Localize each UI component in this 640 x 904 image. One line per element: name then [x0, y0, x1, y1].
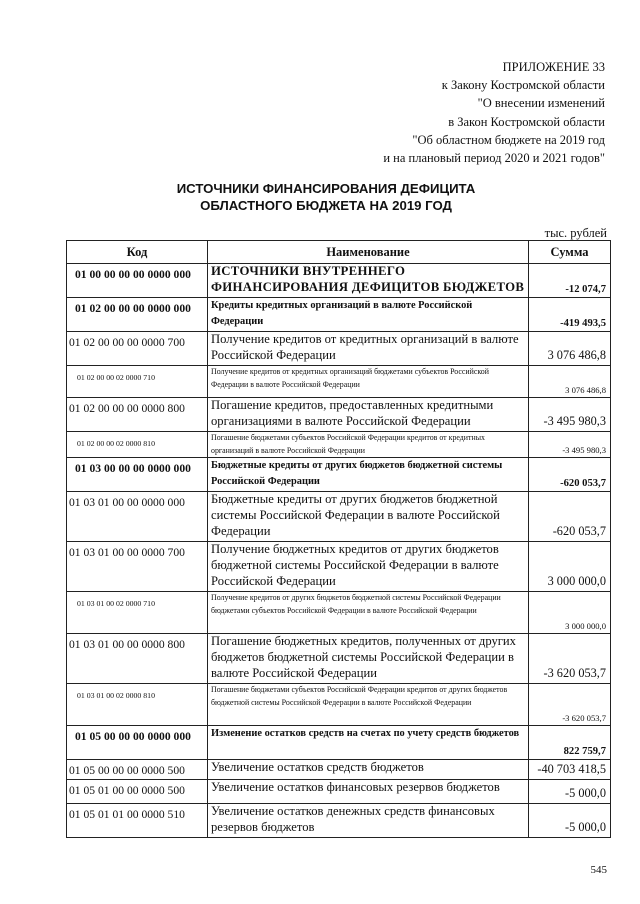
row-sum: -3 495 980,3: [529, 398, 611, 432]
table-header-row: [67, 241, 611, 264]
row-code: 01 05 01 01 00 0000 510: [67, 803, 208, 837]
table-row: [67, 726, 611, 760]
row-sum: -12 074,7: [529, 264, 611, 298]
row-name: Погашение бюджетами субъектов Российской Федерации кредитов от других бюджетов бюджетной системы Российской Федерации в валюте Российской Федерации: [208, 684, 529, 726]
row-sum: -5 000,0: [529, 803, 611, 837]
row-name: Бюджетные кредиты от других бюджетов бюджетной системы Российской Федерации: [208, 458, 529, 492]
row-code: 01 03 01 00 00 0000 700: [67, 542, 208, 592]
financing-sources-table: [66, 240, 611, 838]
row-code: 01 05 00 00 00 0000 500: [67, 760, 208, 780]
row-name: ИСТОЧНИКИ ВНУТРЕННЕГО ФИНАНСИРОВАНИЯ ДЕФИЦИТОВ БЮДЖЕТОВ: [208, 264, 529, 298]
table-row: [67, 432, 611, 458]
appendix-line: "Об областном бюджете на 2019 год: [412, 132, 605, 147]
appendix-line: и на плановый период 2020 и 2021 годов": [383, 151, 605, 166]
row-name: Изменение остатков средств на счетах по учету средств бюджетов: [208, 726, 529, 760]
row-name: Бюджетные кредиты от других бюджетов бюджетной системы Российской Федерации в валюте Российской Федерации: [208, 492, 529, 542]
document-title: [0, 180, 640, 214]
appendix-line: "О внесении изменений: [477, 96, 605, 111]
row-name: Увеличение остатков денежных средств финансовых резервов бюджетов: [208, 803, 529, 837]
row-code: 01 03 01 00 02 0000 710: [67, 592, 208, 634]
table-row: [67, 298, 611, 332]
row-sum: -3 620 053,7: [529, 634, 611, 684]
table-row: [67, 634, 611, 684]
table-row: [67, 264, 611, 298]
appendix-line: в Закон Костромской области: [448, 114, 605, 129]
row-sum: 3 076 486,8: [529, 332, 611, 366]
row-sum: -5 000,0: [529, 779, 611, 803]
table-row: [67, 592, 611, 634]
row-code: 01 02 00 00 00 0000 700: [67, 332, 208, 366]
row-name: Погашение бюджетами субъектов Российской Федерации кредитов от кредитных организаций в валюте Российской Федерации: [208, 432, 529, 458]
row-code: 01 03 01 00 00 0000 800: [67, 634, 208, 684]
appendix-line: ПРИЛОЖЕНИЕ 33: [502, 60, 605, 74]
table-row: [67, 366, 611, 398]
row-code: 01 00 00 00 00 0000 000: [67, 264, 208, 298]
header-name: Наименование: [208, 241, 529, 264]
row-code: 01 05 01 00 00 0000 500: [67, 779, 208, 803]
row-sum: 3 000 000,0: [529, 542, 611, 592]
row-name: Получение кредитов от кредитных организаций бюджетами субъектов Российской Федерации в валюте Российской Федерации: [208, 366, 529, 398]
row-name: Получение бюджетных кредитов от других бюджетов бюджетной системы Российской Федерации в валюте Российской Федерации: [208, 542, 529, 592]
row-code: 01 02 00 00 00 0000 000: [67, 298, 208, 332]
row-name: Увеличение остатков средств бюджетов: [208, 760, 529, 780]
row-code: 01 02 00 00 02 0000 810: [67, 432, 208, 458]
units-label: тыс. рублей: [544, 226, 607, 240]
row-name: Погашение бюджетных кредитов, полученных от других бюджетов бюджетной системы Российской Федерации в валюте Российской Федерации: [208, 634, 529, 684]
table-row: [67, 684, 611, 726]
row-code: 01 03 01 00 00 0000 000: [67, 492, 208, 542]
row-sum: -620 053,7: [529, 458, 611, 492]
table-body: [67, 264, 611, 838]
header-code: Код: [67, 241, 208, 264]
title-line-2: ОБЛАСТНОГО БЮДЖЕТА НА 2019 ГОД: [200, 198, 452, 213]
row-sum: -3 620 053,7: [529, 684, 611, 726]
row-code: 01 03 00 00 00 0000 000: [67, 458, 208, 492]
page-number: 545: [590, 864, 607, 876]
row-sum: -3 495 980,3: [529, 432, 611, 458]
row-code: 01 03 01 00 02 0000 810: [67, 684, 208, 726]
row-name: Погашение кредитов, предоставленных кредитными организациями в валюте Российской Федерации: [208, 398, 529, 432]
row-sum: -419 493,5: [529, 298, 611, 332]
row-sum: 822 759,7: [529, 726, 611, 760]
appendix-block: [265, 58, 605, 167]
row-name: Получение кредитов от других бюджетов бюджетной системы Российской Федерации бюджетами субъектов Российской Федерации в валюте Российской Федерации: [208, 592, 529, 634]
appendix-line: к Закону Костромской области: [441, 78, 605, 93]
row-name: Получение кредитов от кредитных организаций в валюте Российской Федерации: [208, 332, 529, 366]
table-row: [67, 760, 611, 780]
row-code: 01 02 00 00 00 0000 800: [67, 398, 208, 432]
row-code: 01 05 00 00 00 0000 000: [67, 726, 208, 760]
row-name: Кредиты кредитных организаций в валюте Российской Федерации: [208, 298, 529, 332]
table-row: [67, 492, 611, 542]
row-sum: -40 703 418,5: [529, 760, 611, 780]
title-line-1: ИСТОЧНИКИ ФИНАНСИРОВАНИЯ ДЕФИЦИТА: [176, 181, 476, 196]
row-name: Увеличение остатков финансовых резервов бюджетов: [208, 779, 529, 803]
header-sum: Сумма: [529, 241, 611, 264]
table-row: [67, 398, 611, 432]
table-row: [67, 332, 611, 366]
table-row: [67, 458, 611, 492]
row-sum: 3 076 486,8: [529, 366, 611, 398]
row-code: 01 02 00 00 02 0000 710: [67, 366, 208, 398]
table-row: [67, 542, 611, 592]
table-row: [67, 779, 611, 803]
row-sum: -620 053,7: [529, 492, 611, 542]
row-sum: 3 000 000,0: [529, 592, 611, 634]
table-row: [67, 803, 611, 837]
